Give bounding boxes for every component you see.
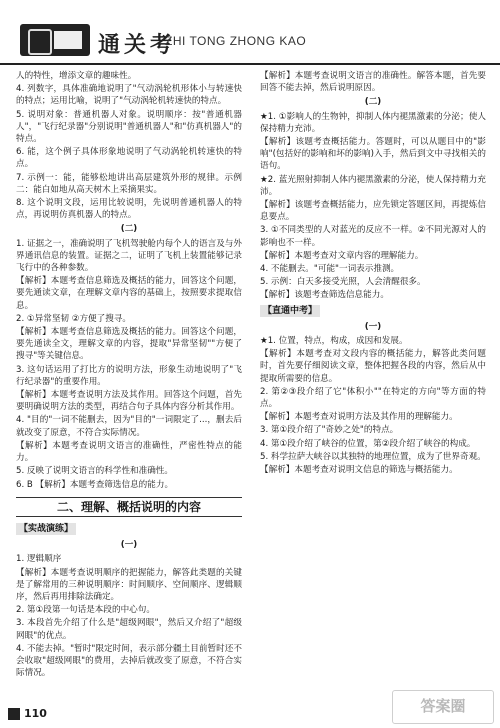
paragraph: 6. 能，这个例子具体形象地说明了气动涡轮机转速快的特点。 <box>16 147 242 170</box>
paragraph: ★2. 蓝光照射抑制人体内褪黑激素的分泌，使人保持精力充沛。 <box>260 174 486 197</box>
paragraph: 5. 示例：白天多接受光照，人会清醒很多。 <box>260 277 426 288</box>
paragraph: 4. 第①段介绍了峡谷的位置，第②段介绍了峡谷的构成。 <box>260 438 476 449</box>
cup-icon <box>28 29 52 55</box>
page-footer <box>8 706 128 722</box>
paragraph: 【解析】本题考查说明方法及其作用。回答这个问题，首先要明确说明方法的类型，再结合句子具体内容分析其作用。 <box>16 390 242 413</box>
paragraph: 2. 第①段第一句话是本段的中心句。 <box>16 605 155 616</box>
footer-bar <box>8 708 20 720</box>
paragraph: 5. 反映了说明文语言的科学性和准确性。 <box>16 466 174 477</box>
paragraph: 5. 科学拉萨大峡谷以其独特的地理位置，成为了世界奇观。 <box>260 451 486 462</box>
section-heading: 二、理解、概括说明的内容 <box>16 497 242 517</box>
paragraph: 【解析】本题考查说明文语言的准确性。解答本题，首先要回答不能去掉，然后说明原因。 <box>260 71 486 94</box>
section-number: (二) <box>120 224 138 235</box>
left-column <box>16 70 242 680</box>
paragraph: 1. 证据之一，准确说明了飞机驾驶舱内每个人的语言及与外界通讯信息的装置。证据之二，证明了飞机上装置能够记录飞行中的各种参数。 <box>16 238 242 274</box>
paragraph: 【解析】本题考查对文段内容的概括能力，解答此类问题时，首先要仔细阅读文章，整体把握各段的内容，然后从中提取所需要的信息。 <box>260 349 486 384</box>
book-icon <box>54 31 82 49</box>
direct-exam-tag: 【直通中考】 <box>260 305 320 317</box>
right-column <box>260 70 486 477</box>
practice-tag: 【实战演练】 <box>16 523 76 535</box>
paragraph: 【解析】该题考查概括能力，应先锁定答题区间，再提炼信息要点。 <box>260 200 486 223</box>
brand-title: 通关考 <box>98 33 177 58</box>
paragraph: 4. 列数字，具体准确地说明了"气动涡轮机形体小与转速快的特点；运用比喻，说明了"气动涡轮机转速快的特点。 <box>16 84 242 107</box>
paragraph: 【解析】本题考查信息筛选及概括的能力，回答这个问题，要先通读文章，在理解文章内容的基础上，按照要求提取信息。 <box>16 276 242 311</box>
watermark: 答案圈 <box>392 690 494 724</box>
paragraph: 人的特性，增添文章的趣味性。 <box>16 71 137 81</box>
paragraph: 【解析】本题考查对文章内容的理解能力。 <box>260 250 424 261</box>
section-number: (一) <box>120 540 138 551</box>
paragraph: 7. 示例一：能，能够松地讲出高层建筑外形的规律。示例二：能白如地从高天树木上采摘果实。 <box>16 172 242 195</box>
page-number: 110 <box>24 707 47 720</box>
paragraph: ★1. ①影响人的生物钟，抑制人体内褪黑激素的分泌；使人保持精力充沛。 <box>260 111 486 134</box>
paragraph: 8. 这个说明文段，运用比较说明，先说明普通机器人的特点，再说明仿真机器人的特点。 <box>16 198 242 221</box>
paragraph: 4. "目的"一词不能删去，因为"目的"一词限定了...，删去后就改变了原意，不符合实际情况。 <box>16 415 242 438</box>
brand-subtitle: ZHI TONG ZHONG KAO <box>165 34 307 48</box>
paragraph: 【解析】该题考查筛选信息能力。 <box>260 290 389 301</box>
paragraph: 【解析】该题考查概括能力。答题时，可以从题目中的"影响"(包括好的影响和坏的影响)入手，然后到文中寻找相关的语句。 <box>260 137 486 172</box>
header-rule <box>0 63 500 65</box>
paragraph: 【解析】本题考查说明顺序的把握能力，解答此类题的关键是了解常用的三种说明顺序：时间顺序、空间顺序、逻辑顺序，然后再用排除法确定。 <box>16 567 242 602</box>
paragraph: 4. 不能删去。"可能"一词表示推测。 <box>260 264 400 275</box>
section-number: (一) <box>364 321 382 332</box>
paragraph: 【解析】本题考查对说明文信息的筛选与概括能力。 <box>260 465 458 476</box>
paragraph: 3. 这句话运用了打比方的说明方法，形象生动地说明了"飞行纪录器"的重要作用。 <box>16 364 242 387</box>
paragraph: 【解析】本题考查对说明方法及其作用的理解能力。 <box>260 412 458 423</box>
page-header <box>0 0 500 66</box>
paragraph: 4. 不能去掉。"暂时"限定时间，表示部分疆土目前暂时还不会收取"超级网眼"的费用，去掉后就改变了原意，不符合实际情况。 <box>16 643 242 679</box>
paragraph: 【解析】本题考查说明文语言的准确性，严密性特点的能力。 <box>16 440 242 464</box>
paragraph: 1. 逻辑顺序 <box>16 554 62 565</box>
paragraph: 2. ①异常坚韧 ②方便了搜寻。 <box>16 313 132 324</box>
paragraph: ★1. 位置，特点，构成，成因和发展。 <box>260 336 408 347</box>
paragraph: 2. 第②③段介绍了它"体积小""在特定的方向"等方面的特点。 <box>260 386 486 410</box>
paragraph: 5. 说明对象：普通机器人对象。说明顺序：按"普通机器人"，"飞行纪录器"分别说明"普通机器人"和"仿真机器人"的特点。 <box>16 109 242 145</box>
paragraph: 3. 第①段介绍了"奇妙之处"的特点。 <box>260 425 399 436</box>
paragraph: 3. ①不同类型的人对蓝光的反应不一样。②不同光源对人的影响也不一样。 <box>260 225 486 248</box>
logo-image <box>20 24 90 56</box>
section-number: (二) <box>364 97 382 108</box>
paragraph: 3. 本段首先介绍了什么是"超级网眼"，然后又介绍了"超级网眼"的优点。 <box>16 618 242 641</box>
paragraph: 6. B 【解析】本题考查筛选信息的能力。 <box>16 479 174 490</box>
paragraph: 【解析】本题考查信息筛选及概括的能力。回答这个问题，要先通读全文，理解文章的内容，提取"异常坚韧""方便了搜寻"等关键信息。 <box>16 327 242 362</box>
